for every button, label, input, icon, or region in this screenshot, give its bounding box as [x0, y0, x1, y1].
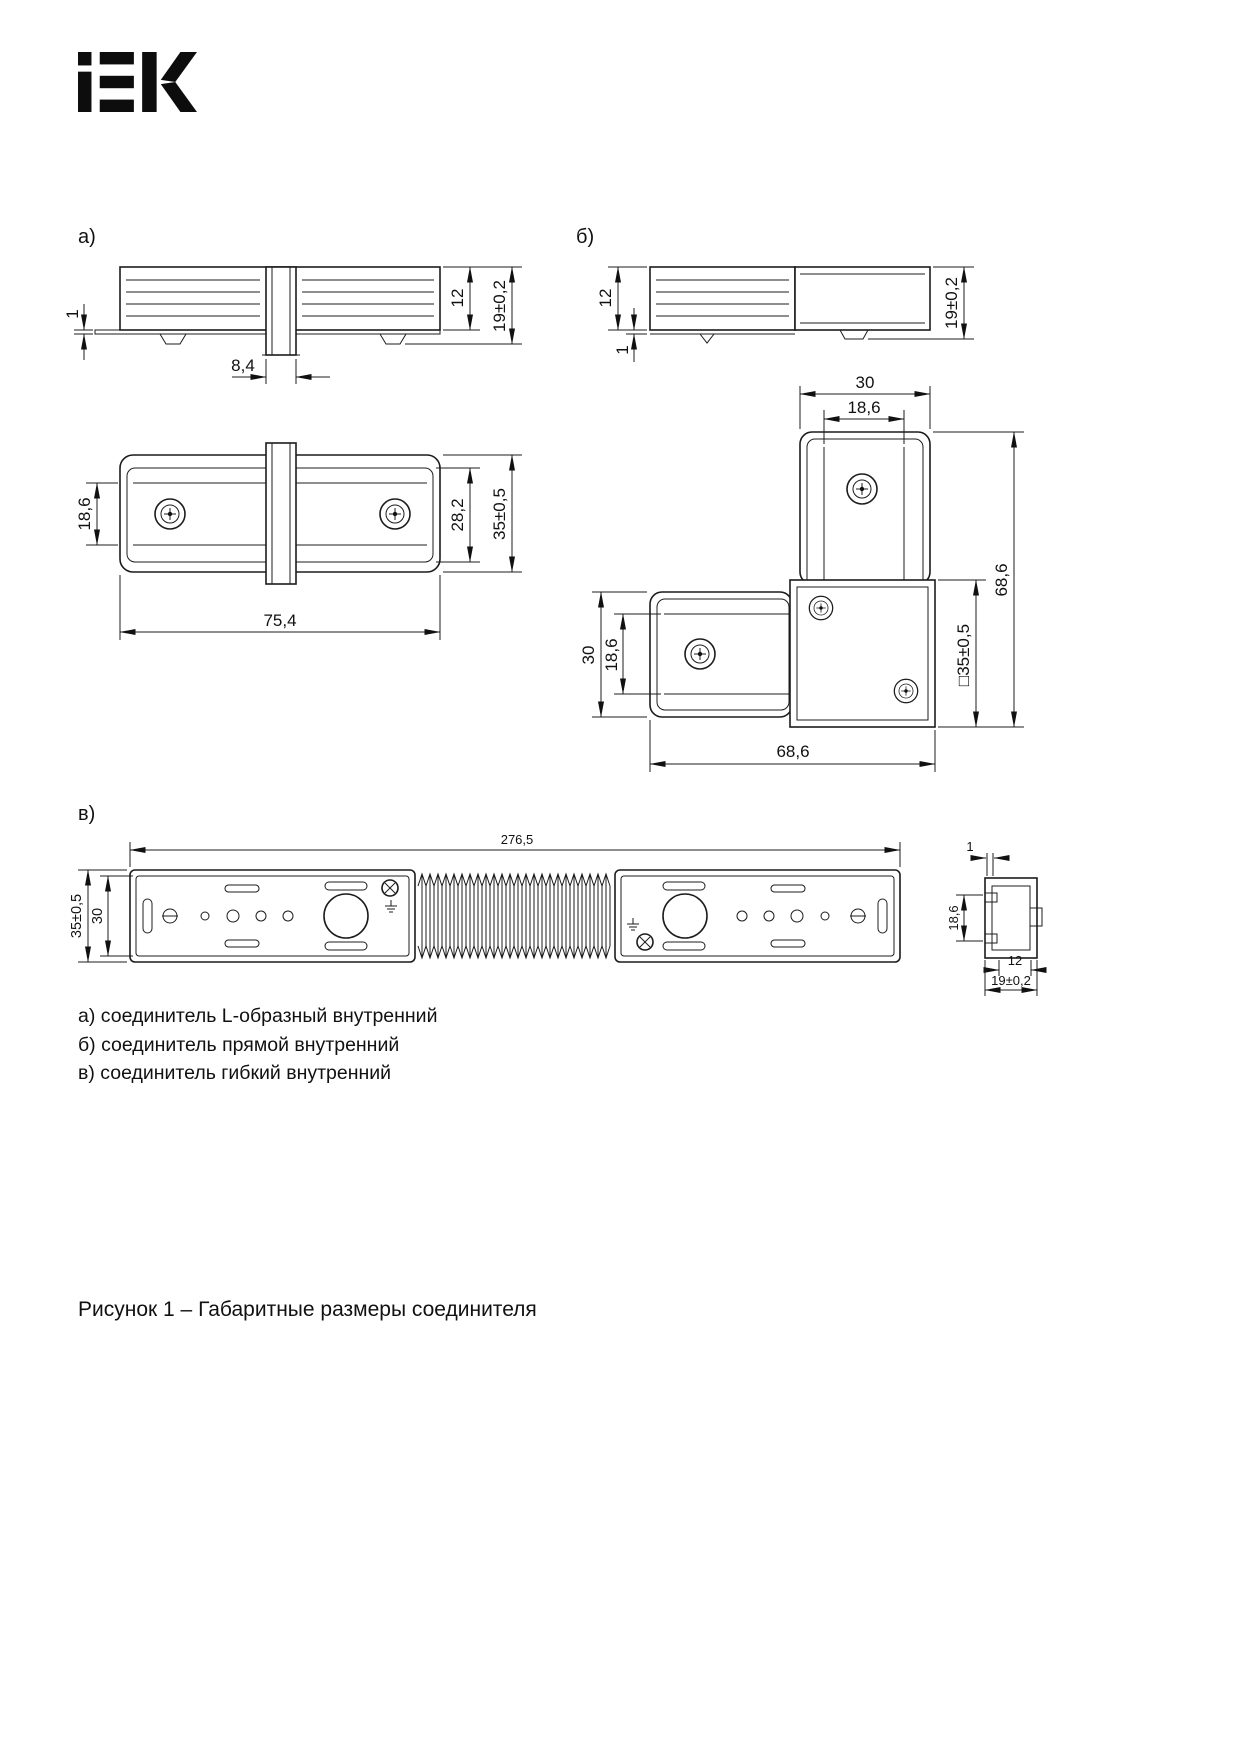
dim-label: 19±0,2 — [942, 277, 961, 329]
dim-b-corner-square — [938, 580, 986, 727]
dim-label: 276,5 — [500, 832, 534, 847]
dim-label: 30 — [855, 373, 875, 392]
caption-v: в) соединитель гибкий внутренний — [78, 1062, 392, 1084]
dim-v-end-inner — [946, 895, 983, 941]
dim-label: 28,2 — [448, 498, 467, 532]
dim-a-tab-width — [231, 356, 330, 384]
dim-label: 68,6 — [776, 742, 810, 761]
dim-label: 35±0,5 — [490, 488, 509, 540]
dim-label: 68,6 — [992, 563, 1011, 597]
dim-label: 12 — [596, 288, 615, 308]
fig-v-connector — [69, 832, 900, 962]
dim-label: 75,4 — [263, 611, 297, 630]
dim-a-base-thickness — [63, 304, 93, 360]
dim-label: □35±0,5 — [954, 623, 973, 687]
dim-label: 18,6 — [75, 497, 94, 531]
dim-label: 19±0,2 — [490, 280, 509, 332]
fig-b-top-view — [579, 373, 1024, 772]
dim-label: 18,6 — [847, 398, 881, 417]
dim-v-wall — [966, 839, 1006, 876]
dim-v-inner-width — [90, 876, 133, 956]
dim-label: 35±0,5 — [69, 893, 85, 939]
dim-label: 12 — [448, 288, 467, 308]
caption-list — [78, 1002, 437, 1088]
fig-v-label: в) — [78, 803, 96, 825]
dim-label: 1 — [63, 309, 82, 319]
fig-b-label: б) — [576, 226, 595, 248]
figure-caption: Рисунок 1 – Габаритные размеры соединителя — [78, 1298, 537, 1321]
dim-a-mid-width — [436, 468, 480, 562]
dim-label: 19±0,2 — [991, 973, 1031, 988]
fig-b-side-view — [596, 267, 974, 362]
fig-a-top-view — [75, 443, 522, 640]
dim-label: 8,4 — [231, 356, 255, 375]
dim-label: 18,6 — [946, 905, 961, 931]
fig-a-side-view — [63, 267, 522, 384]
fig-v-end-view — [946, 839, 1043, 996]
dim-label: 12 — [1007, 953, 1023, 968]
dim-label: 1 — [966, 839, 974, 854]
dim-label: 1 — [613, 345, 632, 355]
dim-label: 30 — [90, 907, 106, 925]
dim-v-total-length — [130, 832, 900, 867]
dim-b-body-height — [596, 267, 647, 330]
fig-a-label: а) — [78, 226, 96, 248]
dim-a-inner-width — [75, 483, 118, 545]
dim-label: 30 — [579, 645, 598, 665]
caption-b: б) соединитель прямой внутренний — [78, 1033, 400, 1056]
bellows-section — [418, 874, 610, 958]
dim-label: 18,6 — [602, 638, 621, 672]
caption-a: а) соединитель L-образный внутренний — [78, 1005, 438, 1027]
